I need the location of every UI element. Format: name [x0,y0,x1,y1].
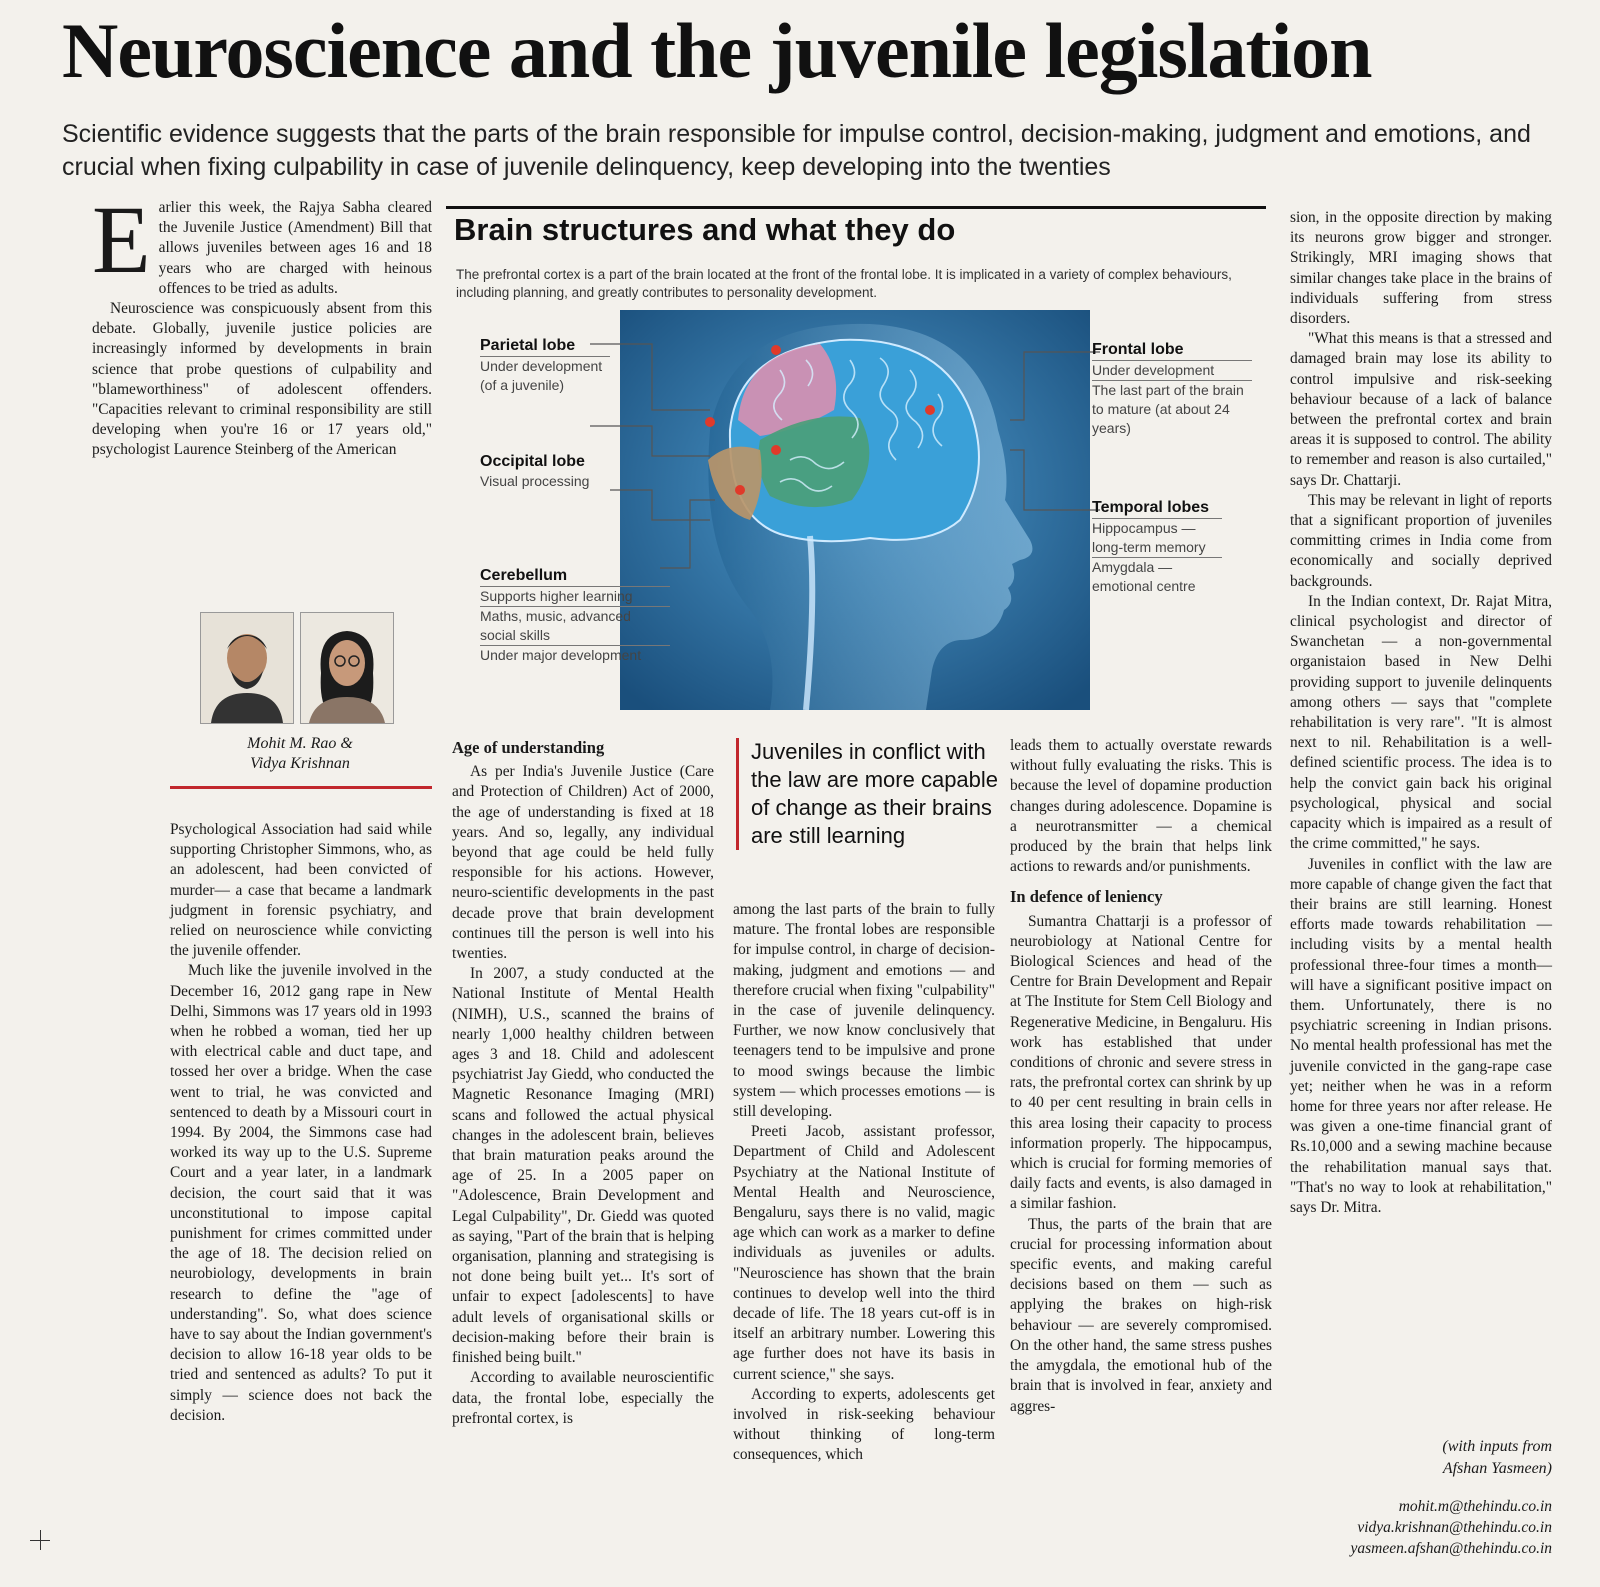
paragraph: "What this means is that a stressed and damaged brain may lose its ability to control impulsive and risk-seeking behaviour because of a lack of balance between the prefrontal cortex and brain areas it is supposed to control. The ability to remember and reason is also curtailed," says Dr. Chattarji. [1290,330,1552,489]
paragraph: In 2007, a study conducted at the National Institute of Mental Health (NIMH), U.S., scanned the brains of nearly 1,000 healthy children between ages 3 and 18. Child and adolescent psychiatrist Jay Giedd, who conducted the Magnetic Resonance Imaging (MRI) scans and followed the actual physical changes in the adolescent brain, believes that brain maturation peaks around the age of 25. In a 2005 paper on "Adolescence, Brain Development and Legal Culpability", Dr. Giedd was quoted as saying, "Part of the brain that is helping organisation, planning and strategising is not done being built yet... It's sort of unfair to expect [adolescents] to have adult levels of organisational skills or decision-making before their brain is finished being built." [452,965,714,1367]
label-frontal [1092,340,1252,438]
paragraph: Juveniles in conflict with the law are more capable of change given the fact that their brains are still learning. Honest efforts made towards rehabilitation — including visits by a mental health professional three-four times a month— will have a significant positive impact on them. Unfortunately, there is no psychiatric screening in Indian prisons. No mental health professional has met the juvenile convicted in the gang-rape case yet; neither when he was in a reform home for three years nor after release. He was given a one-time financial grant of Rs.10,000 and a sewing machine because the rehabilitation manual says that. "That's no way to look at rehabilitation," says Dr. Mitra. [1290,855,1552,1216]
label-heading: Parietal lobe [480,336,610,357]
label-text: Hippocampus — long-term memory [1092,519,1222,558]
label-text: Under development [1092,361,1252,381]
graphic-top-rule [446,206,1266,209]
red-rule [170,786,432,789]
byline [170,734,430,774]
paragraph: among the last parts of the brain to fully mature. The frontal lobes are responsible for impulse control, in charge of decision-making, judgment and emotions — and therefore crucial when fixing "culpability" in the case of juvenile delinquency. Further, we now know conclusively that teenagers tend to be impulsive and prone to mood swings because the limbic system — which processes emotions — is still developing. [733,901,995,1121]
graphic-subtitle: The prefrontal cortex is a part of the brain located at the front of the frontal lobe. It is implicated in a variety of complex behaviours, including planning, and greatly contributes to personality development. [456,267,1232,300]
graphic-title: Brain structures and what they do [454,212,956,247]
paragraph: Preeti Jacob, assistant professor, Department of Child and Adolescent Psychiatry at the National Institute of Mental Health and Neuroscience, Bengaluru, says there is no valid, magic age which can work as a marker to define individuals as juveniles or adults. "Neuroscience has shown that the brain continues to develop well into the third decade of life. The 18 years cut-off is in itself an arbitrary number. Lowering this age further does not have its basis in current science," she says. [733,1123,995,1383]
byline-line: Mohit M. Rao & [247,735,353,752]
column-1-bottom [170,820,432,1426]
section-heading: Age of understanding [452,738,605,757]
label-temporal [1092,498,1222,596]
label-text: Under major development [480,647,642,663]
leader-lines-right [1010,340,1100,570]
column-2 [452,736,714,1429]
label-text: Maths, music, advanced social skills [480,607,670,646]
crop-mark [40,1530,41,1550]
person-icon [201,613,293,723]
column-5 [1290,208,1552,1218]
email-link[interactable]: mohit.m@thehindu.co.in [1398,1498,1552,1515]
paragraph: leads them to actually overstate rewards without fully evaluating the risks. This is because the level of dopamine production changes during adolescence. Dopamine is a neurotransmitter — a chemical produced by the brain that helps link actions to rewards and/or punishments. [1010,737,1272,876]
column-4 [1010,736,1272,1417]
label-text: Under development (of a juvenile) [480,358,603,393]
credit-line: Afshan Yasmeen) [1442,1460,1552,1477]
leader-lines-left [590,330,720,690]
deck: Scientific evidence suggests that the parts of the brain responsible for impulse control, decision-making, judgment and emotions, and crucial when fixing culpability in case of juvenile delinquency, keep developing into the twenties [62,120,1531,181]
label-heading: Cerebellum [480,566,670,587]
paragraph: Thus, the parts of the brain that are crucial for processing information about specific events, and making careful decisions based on them — such as applying the brakes on high-risk behaviour — are severely compromised. On the other hand, the same stress pushes the amygdala, the emotional hub of the brain that is involved in fear, anxiety and aggres- [1010,1215,1272,1415]
section-heading: In defence of leniency [1010,887,1163,907]
pull-quote: Juveniles in conflict with the law are more capable of change as their brains are still learning [736,738,1001,850]
label-heading: Occipital lobe [480,453,585,470]
column-3 [733,900,995,1466]
author-photo-mohit [200,612,294,724]
column-1-top [92,186,432,461]
byline-line: Vidya Krishnan [250,755,350,772]
paragraph: According to experts, adolescents get involved in risk-seeking behaviour without thinking of long-term consequences, which [733,1385,995,1464]
paragraph: According to available neuroscientific data, the frontal lobe, especially the prefrontal cortex, is [452,1369,714,1427]
label-text: The last part of the brain to mature (at about 24 years) [1092,382,1244,436]
paragraph: Psychological Association had said while supporting Christopher Simmons, who, as an adolescent, had been convicted of murder— a case that became a landmark judgment in forensic psychiatry, and relied on neuroscience while convicting the juvenile offender. [170,821,432,960]
paragraph: Much like the juvenile involved in the December 16, 2012 gang rape in New Delhi, Simmons was 17 years old in 1993 when he robbed a woman, tied her up with electrical cable and duct tape, and tossed her over a bridge. When the case went to trial, he was convicted and sentenced to death by a Missouri court in 1994. By 2004, the Simmons case had worked its way up to the U.S. Supreme Court and a year later, in a landmark decision, the court said that it was unconstitutional to impose capital punishment for crimes committed under the age of 18. The decision relied on neurobiology, developments in brain research to define the "age of understanding". So, what does science have to say about the Indian government's decision to allow 16-18 year olds to be tried and sentenced as adults? To put it simply — science does not back the decision. [170,962,432,1424]
email-link[interactable]: yasmeen.afshan@thehindu.co.in [1350,1540,1552,1557]
paragraph: Sumantra Chattarji is a professor of neurobiology at National Centre for Biological Sciences and head of the Centre for Brain Development and Repair at The Institute for Stem Cell Biology and Regenerative Medicine, in Bengaluru. His work has established that under conditions of chronic and severe stress in rats, the prefrontal cortex can shrink by up to 40 per cent resulting in brain cells in this area losing their capacity to process information properly. The hippocampus, which is crucial for forming memories of daily facts and events, is also damaged in a similar fashion. [1010,912,1272,1213]
label-text: Supports higher learning [480,587,670,607]
credit-line: (with inputs from [1442,1438,1552,1455]
credit [1290,1436,1552,1480]
label-heading: Frontal lobe [1092,340,1252,361]
paragraph: This may be relevant in light of reports that a significant proportion of juveniles committing crimes in India come from economically and socially deprived backgrounds. [1290,491,1552,590]
email-list [1260,1496,1552,1559]
headline: Neuroscience and the juvenile legislation [62,7,1372,94]
drop-cap: E [92,186,151,293]
label-heading: Temporal lobes [1092,498,1222,519]
paragraph: In the Indian context, Dr. Rajat Mitra, clinical psychologist and director of Swanchetan — a non-governmental organistaion based in New Delhi providing support to juvenile delinquents among others — says that "complete rehabilitation is very rare". "It is almost next to nil. Rehabilitation is a well-defined scientific process. The idea is to help the convict gain back his original psychological, physical and social capacity which is impaired as a result of the crime committed," he says. [1290,592,1552,853]
author-photo-vidya [300,612,394,724]
paragraph: Neuroscience was conspicuously absent from this debate. Globally, juvenile justice policies are increasingly informed by developments in brain science that probe questions of culpability and "blameworthiness" of adolescent offenders. "Capacities relevant to criminal responsibility are still developing when you're 16 or 17 years old," psychologist Laurence Steinberg of the American [92,300,432,459]
paragraph: arlier this week, the Rajya Sabha cleared the Juvenile Justice (Amendment) Bill that allows juveniles between ages 16 and 18 years who are charged with heinous offences to be tried as adults. [158,199,432,297]
paragraph: As per India's Juvenile Justice (Care and Protection of Children) Act of 2000, the age of understanding is fixed at 18 years. And so, legally, any individual beyond that age could be held fully responsible for his actions. However, neuro-scientific developments in the past decade prove that brain development continues till the person is well into his twenties. [452,763,714,963]
paragraph: sion, in the opposite direction by making its neurons grow bigger and stronger. Strikingly, MRI imaging shows that similar changes take place in the brains of individuals suffering from stress disorders. [1290,209,1552,328]
email-link[interactable]: vidya.krishnan@thehindu.co.in [1357,1519,1552,1536]
label-text: Amygdala — emotional centre [1092,559,1196,594]
label-text: Visual processing [480,473,590,489]
person-icon [301,613,393,723]
